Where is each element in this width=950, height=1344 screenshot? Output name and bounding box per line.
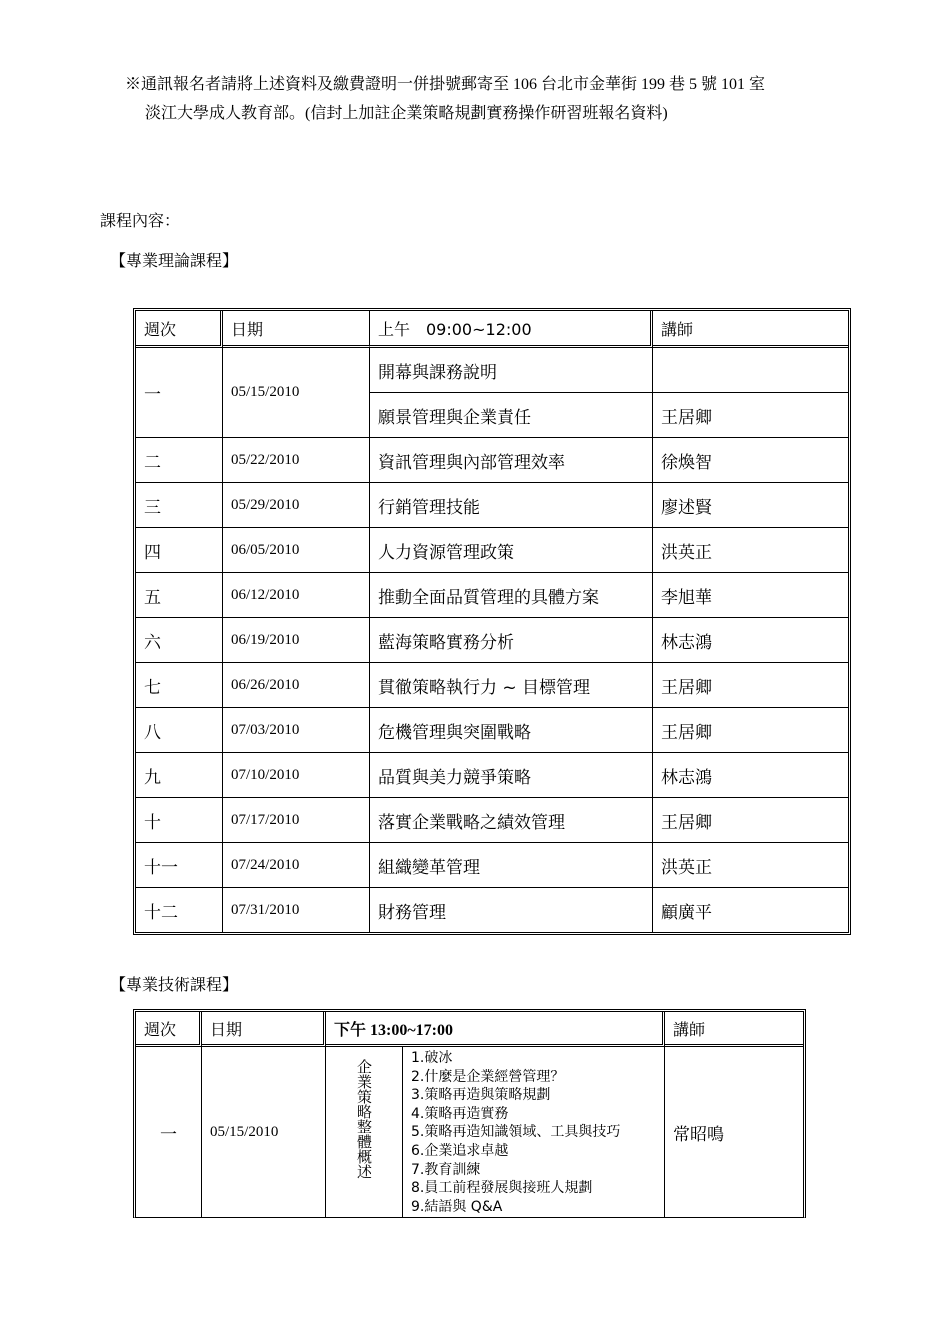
list-item: 7.教育訓練 bbox=[411, 1161, 481, 1178]
date-cell: 07/03/2010 bbox=[223, 708, 370, 753]
header-time bbox=[370, 311, 653, 348]
mail-notice bbox=[125, 70, 885, 128]
week-cell: 二 bbox=[136, 438, 223, 483]
date-cell: 05/15/2010 bbox=[202, 1047, 326, 1217]
date-cell: 06/26/2010 bbox=[223, 663, 370, 708]
teacher-cell: 王居卿 bbox=[653, 393, 848, 438]
date-cell: 05/22/2010 bbox=[223, 438, 370, 483]
list-item: 9.結語與 Q&A bbox=[411, 1198, 503, 1215]
week-cell: 六 bbox=[136, 618, 223, 663]
week-cell: 十二 bbox=[136, 888, 223, 932]
list-item: 1.破冰 bbox=[411, 1050, 453, 1066]
table-row bbox=[136, 708, 848, 753]
teacher-cell: 洪英正 bbox=[653, 843, 848, 888]
theory-section-title: 【專業理論課程】 bbox=[110, 251, 239, 270]
week-cell: 三 bbox=[136, 483, 223, 528]
header-week: 週次 bbox=[136, 311, 223, 348]
topic-cell: 財務管理 bbox=[370, 888, 653, 932]
week-cell: 九 bbox=[136, 753, 223, 798]
teacher-cell: 林志鴻 bbox=[653, 753, 848, 798]
header-week: 週次 bbox=[136, 1012, 202, 1047]
list-item: 5.策略再造知識領域、工具與技巧 bbox=[411, 1124, 621, 1141]
teacher-cell: 徐煥智 bbox=[653, 438, 848, 483]
teacher-cell: 王居卿 bbox=[653, 708, 848, 753]
teacher-cell: 王居卿 bbox=[653, 663, 848, 708]
table-row bbox=[136, 618, 848, 663]
date-cell: 06/19/2010 bbox=[223, 618, 370, 663]
teacher-cell: 李旭華 bbox=[653, 573, 848, 618]
teacher-cell: 洪英正 bbox=[653, 528, 848, 573]
table-row bbox=[136, 798, 848, 843]
date-cell: 07/17/2010 bbox=[223, 798, 370, 843]
table-row bbox=[136, 573, 848, 618]
table-row bbox=[136, 483, 848, 528]
table-row bbox=[136, 888, 848, 932]
header-teacher: 講師 bbox=[665, 1012, 803, 1047]
topic-cell: 落實企業戰略之績效管理 bbox=[370, 798, 653, 843]
teacher-cell: 王居卿 bbox=[653, 798, 848, 843]
table-row bbox=[136, 663, 848, 708]
header-teacher: 講師 bbox=[653, 311, 848, 348]
teacher-cell bbox=[653, 348, 848, 393]
date-cell: 07/24/2010 bbox=[223, 843, 370, 888]
technical-section-title: 【專業技術課程】 bbox=[110, 975, 239, 994]
header-date: 日期 bbox=[202, 1012, 326, 1047]
table-row bbox=[136, 438, 848, 483]
topic-cell: 開幕與課務說明 bbox=[370, 348, 653, 393]
date-cell: 06/05/2010 bbox=[223, 528, 370, 573]
topic-cell: 資訊管理與內部管理效率 bbox=[370, 438, 653, 483]
notice-line-1: ※通訊報名者請將上述資料及繳費證明一併掛號郵寄至 106 台北市金華街 199 巷 5 號 101 室 bbox=[125, 76, 766, 93]
table-row bbox=[136, 843, 848, 888]
teacher-cell: 廖述賢 bbox=[653, 483, 848, 528]
week-cell: 十 bbox=[136, 798, 223, 843]
topics-cell bbox=[403, 1047, 665, 1217]
week-cell: 一 bbox=[136, 1047, 202, 1217]
topic-cell: 行銷管理技能 bbox=[370, 483, 653, 528]
topic-cell: 危機管理與突圍戰略 bbox=[370, 708, 653, 753]
topic-cell: 品質與美力競爭策略 bbox=[370, 753, 653, 798]
teacher-cell: 林志鴻 bbox=[653, 618, 848, 663]
topic-cell: 組織變革管理 bbox=[370, 843, 653, 888]
table-header-row bbox=[136, 311, 848, 348]
notice-line-2: 淡江大學成人教育部。(信封上加註企業策略規劃實務操作研習班報名資料) bbox=[145, 105, 668, 122]
date-cell: 05/15/2010 bbox=[223, 348, 370, 438]
course-content-label: 課程內容： bbox=[100, 211, 181, 230]
date-cell: 05/29/2010 bbox=[223, 483, 370, 528]
teacher-cell: 常昭鳴 bbox=[673, 1124, 724, 1145]
list-item: 4.策略再造實務 bbox=[411, 1105, 509, 1122]
date-cell: 07/10/2010 bbox=[223, 753, 370, 798]
header-time-text: 下午 13:00~17:00 bbox=[334, 1021, 453, 1039]
topic-cell: 推動全面品質管理的具體方案 bbox=[370, 573, 653, 618]
topic-cell: 願景管理與企業責任 bbox=[370, 393, 653, 438]
date-cell: 07/31/2010 bbox=[223, 888, 370, 932]
topic-cell: 藍海策略實務分析 bbox=[370, 618, 653, 663]
table-row bbox=[136, 348, 848, 393]
list-item: 2.什麼是企業經營管理？ bbox=[411, 1068, 565, 1085]
table-row bbox=[136, 753, 848, 798]
technical-course-table bbox=[133, 1009, 806, 1218]
table-row bbox=[136, 528, 848, 573]
header-time-text: 上午 09:00~12:00 bbox=[378, 319, 532, 339]
module-cell bbox=[326, 1047, 403, 1217]
date-cell: 06/12/2010 bbox=[223, 573, 370, 618]
table-header-row bbox=[136, 1012, 803, 1047]
header-time bbox=[326, 1012, 665, 1047]
table-row bbox=[136, 1047, 803, 1217]
topic-list bbox=[411, 1049, 664, 1216]
module-title: 企業策略整體概述 bbox=[355, 1059, 373, 1179]
theory-course-table bbox=[133, 308, 851, 935]
header-date: 日期 bbox=[223, 311, 370, 348]
week-cell: 四 bbox=[136, 528, 223, 573]
teacher-cell: 顧廣平 bbox=[661, 902, 712, 923]
week-cell: 五 bbox=[136, 573, 223, 618]
week-cell: 十一 bbox=[136, 843, 223, 888]
list-item: 6.企業追求卓越 bbox=[411, 1142, 509, 1159]
week-cell: 七 bbox=[136, 663, 223, 708]
week-cell: 八 bbox=[136, 708, 223, 753]
list-item: 3.策略再造與策略規劃 bbox=[411, 1087, 551, 1104]
list-item: 8.員工前程發展與接班人規劃 bbox=[411, 1180, 593, 1197]
week-cell: 一 bbox=[136, 348, 223, 438]
topic-cell: 人力資源管理政策 bbox=[370, 528, 653, 573]
topic-cell: 貫徹策略執行力 ~ 目標管理 bbox=[370, 663, 653, 708]
